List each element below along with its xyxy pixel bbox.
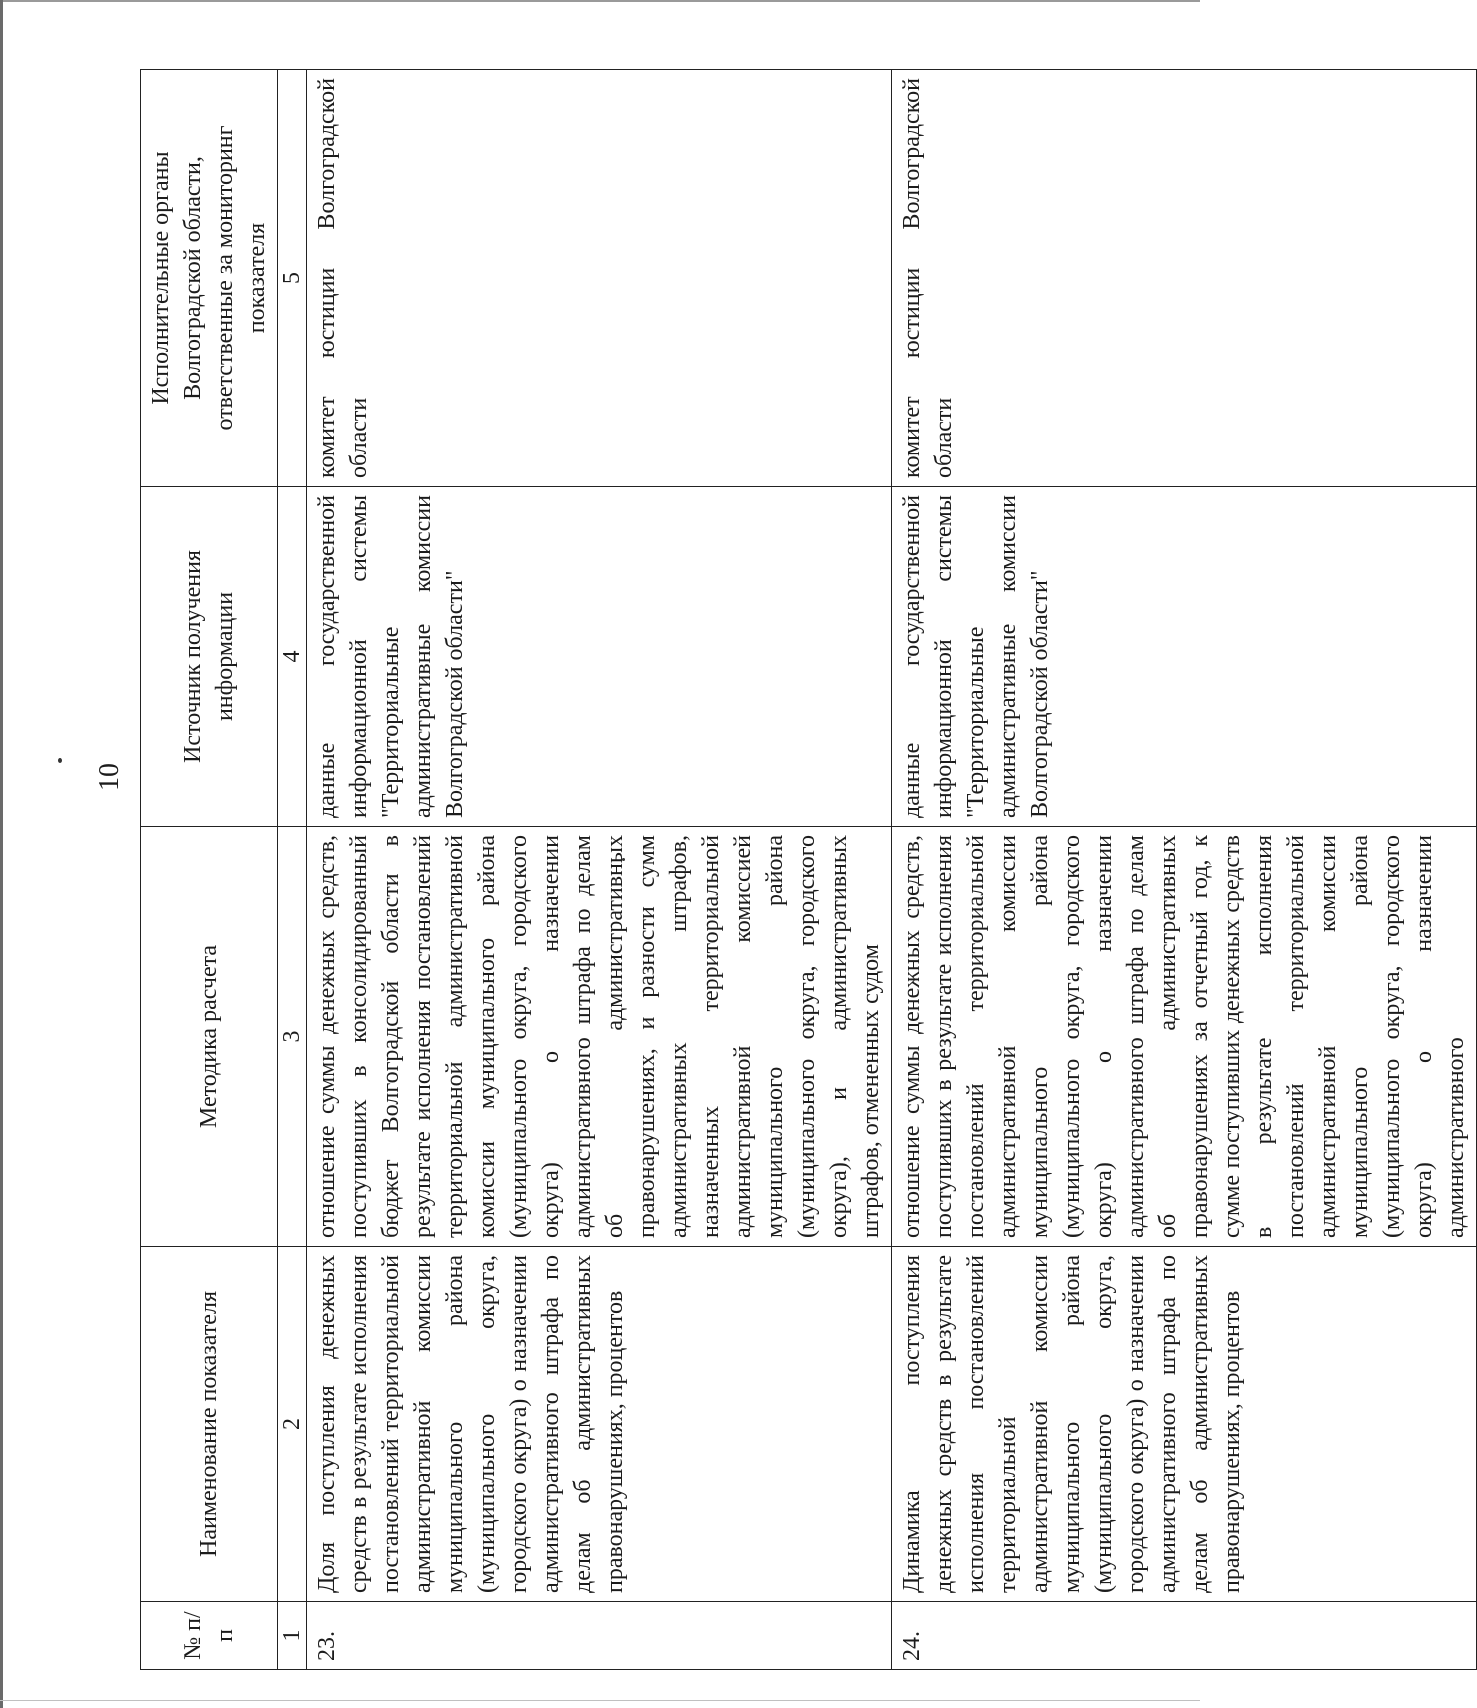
scan-speck (58, 758, 62, 763)
page-number: 10 (94, 763, 125, 791)
responsible-body: комитет юстиции Волгоградской области (307, 70, 892, 487)
information-source: данные государственной информационной системы "Территориальные административные комиссии Волгоградской области" (307, 487, 892, 827)
responsible-body: комитет юстиции Волгоградской области (892, 70, 1477, 487)
column-number: 1 (278, 1602, 307, 1670)
column-number: 2 (278, 1247, 307, 1602)
column-number: 3 (278, 827, 307, 1247)
column-number-row (278, 70, 307, 1670)
calculation-method: отношение суммы денежных средств, поступивших в консолидированный бюджет Волгоградской области в результате исполнения постановлений территориальной административной комиссии муниципального района (муниципального округа, городского округа) о назначении административного штрафа по делам об административных правонарушениях, и разности сумм административных штрафов, назначенных территориальной административной комиссией муниципального района (муниципального округа, городского округа), и административных штрафов, отмененных судом (307, 827, 892, 1247)
scan-edge-left (0, 0, 3, 1708)
scan-edge-top (0, 0, 1200, 2)
header-calculation-method: Методика расчета (141, 827, 278, 1247)
column-number: 5 (278, 70, 307, 487)
row-number: 23. (307, 1602, 892, 1670)
indicator-table (140, 69, 1477, 1670)
column-number: 4 (278, 487, 307, 827)
rotated-table-sheet (140, 70, 1469, 1670)
indicator-name: Доля поступления денежных средств в результате исполнения постановлений территориальной административной комиссии муниципального района (муниципального округа, городского округа) о назначении административного штрафа по делам об административных правонарушениях, процентов (307, 1247, 892, 1602)
row-number: 24. (892, 1602, 1477, 1670)
header-number: № п/п (141, 1602, 278, 1670)
table-row (892, 70, 1477, 1670)
table-row (307, 70, 892, 1670)
calculation-method: отношение суммы денежных средств, поступивших в результате исполнения постановлений территориальной административной комиссии муниципального района (муниципального округа, городского округа) о назначении административного штрафа по делам об административных правонарушениях за отчетный год, к сумме поступивших денежных средств в результате исполнения постановлений территориальной административной комиссии муниципального района (муниципального округа, городского округа) о назначении административного (892, 827, 1477, 1247)
information-source: данные государственной информационной системы "Территориальные административные комиссии Волгоградской области" (892, 487, 1477, 827)
indicator-name: Динамика поступления денежных средств в результате исполнения постановлений территориальной административной комиссии муниципального района (муниципального округа, городского округа) о назначении административного штрафа по делам об административных правонарушениях, процентов (892, 1247, 1477, 1602)
header-indicator-name: Наименование показателя (141, 1247, 278, 1602)
header-responsible-bodies: Исполнительные органы Волгоградской области, ответственные за мониторинг показателя (141, 70, 278, 487)
header-information-source: Источник получения информации (141, 487, 278, 827)
table-header-row (141, 70, 278, 1670)
scan-edge-bottom (0, 1700, 1200, 1701)
